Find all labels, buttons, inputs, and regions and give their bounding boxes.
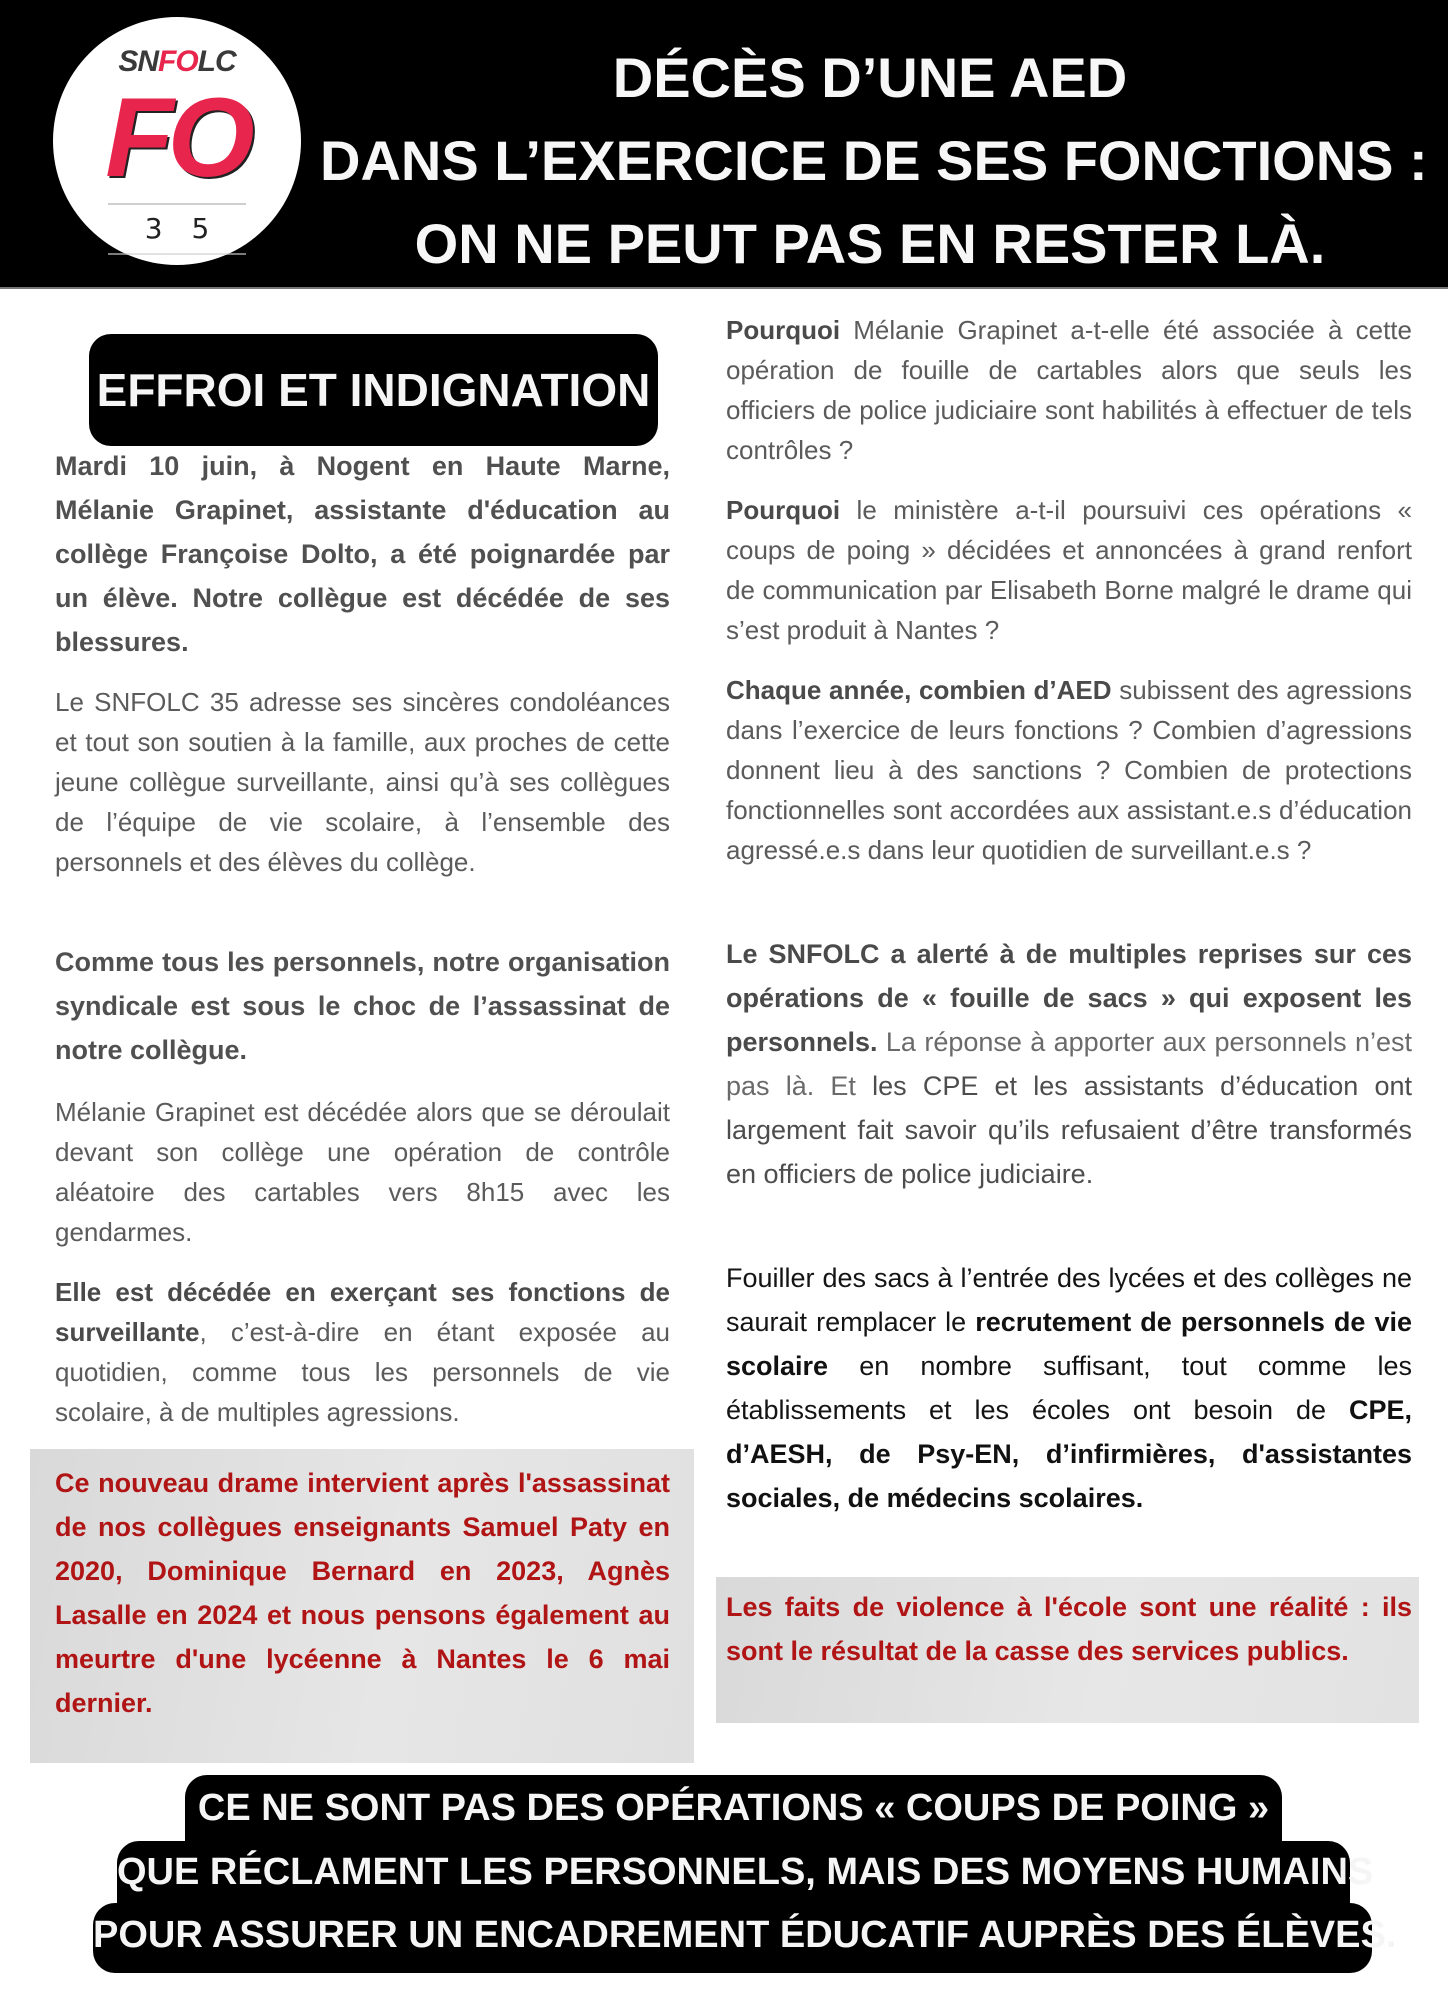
question-2-rest: le ministère a-t-il poursuivi ces opérations « coups de poing » décidées et annoncées à grand renfort de communication par Elisabeth Borne malgré le drame qui s’est produit à Nantes ?	[726, 495, 1412, 645]
section-heading: EFFROI ET INDIGNATION	[89, 334, 658, 446]
question-paragraph-2	[726, 490, 1412, 650]
title-line-3: ON NE PEUT PAS EN RESTER LÀ.	[414, 212, 1326, 275]
logo-section-number: 3 5	[144, 212, 220, 245]
shock-paragraph: Comme tous les personnels, notre organisation syndicale est sous le choc de l’assassinat de notre collègue.	[55, 947, 670, 1065]
highlight-box-left	[30, 1449, 694, 1763]
snfolc-fo-logo	[53, 17, 301, 265]
logo-prefix: SN	[118, 45, 158, 78]
logo-suffix: LC	[197, 45, 236, 78]
duty-paragraph-rest: , c’est-à-dire en étant exposée au quotidien, comme tous les personnels de vie scolaire, à de multiples agressions.	[55, 1317, 670, 1427]
recruitment-text-1: Fouiller des sacs à l’entrée des lycées et des collèges ne saurait remplacer le	[726, 1263, 1412, 1337]
question-1-rest: Mélanie Grapinet a-t-elle été associée à cette opération de fouille de cartables alors que seuls les officiers de police judiciaire sont habilités à effectuer de tels contrôles ?	[726, 315, 1412, 465]
duty-paragraph	[55, 1272, 670, 1432]
lead-paragraph: Mardi 10 juin, à Nogent en Haute Marne, Mélanie Grapinet, assistante d'éducation au collège Françoise Dolto, a été poignardée par un élève. Notre collègue est décédée de ses blessures.	[55, 451, 670, 657]
recruitment-paragraph	[726, 1256, 1412, 1520]
alert-paragraph-light: La réponse à apporter aux personnels n’est pas là. Et	[726, 1027, 1412, 1101]
recruitment-text-bold-2: CPE, d’AESH, de Psy-EN, d’infirmières, d'assistantes sociales, de médecins scolaires.	[726, 1395, 1412, 1513]
logo-fo-small: FO	[158, 45, 198, 78]
question-3-rest: subissent des agressions dans l’exercice de leurs fonctions ? Combien d’agressions donnent lieu à des sanctions ? Combien de protections fonctionnelles sont accordées aux assistant.e.s d’éducation agressé.e.s dans leur quotidien de surveillant.e.s ?	[726, 675, 1412, 865]
title-line-2: DANS L’EXERCICE DE SES FONCTIONS :	[320, 129, 1428, 192]
highlight-box-right	[716, 1577, 1419, 1723]
closing-banner-line-2: QUE RÉCLAMENT LES PERSONNELS, MAIS DES MOYENS HUMAINS	[117, 1841, 1350, 1903]
logo-wordmark	[53, 45, 301, 79]
condolences-paragraph: Le SNFOLC 35 adresse ses sincères condoléances et tout son soutien à la famille, aux proches de cette jeune collègue surveillante, ainsi qu’à ses collègues de l’équipe de vie scolaire, à l’ensemble des personnels et des élèves du collège.	[55, 687, 670, 877]
question-paragraph-1	[726, 310, 1412, 470]
highlight-text-left: Ce nouveau drame intervient après l'assassinat de nos collègues enseignants Samuel Paty en 2020, Dominique Bernard en 2023, Agnès Lasalle en 2024 et nous pensons également au meurtre d'une lycéenne à Nantes le 6 mai dernier.	[55, 1468, 670, 1718]
question-paragraph-3	[726, 670, 1412, 870]
closing-banner-line-3: POUR ASSURER UN ENCADREMENT ÉDUCATIF AUPRÈS DES ÉLÈVES.	[93, 1903, 1372, 1973]
question-1-lead: Pourquoi	[726, 315, 841, 345]
logo-divider	[108, 203, 246, 205]
logo-fo-mark: FO	[105, 75, 249, 200]
alert-paragraph-regular: les CPE et les assistants d’éducation ont largement fait savoir qu’ils refusaient d’être transformés en officiers de police judiciaire.	[726, 1071, 1412, 1189]
question-3-lead: Chaque année, combien d’AED	[726, 675, 1112, 705]
closing-banner-line-1: CE NE SONT PAS DES OPÉRATIONS « COUPS DE POING »	[185, 1775, 1282, 1841]
logo-divider	[108, 253, 246, 255]
recruitment-text-bold-1: recrutement de personnels de vie scolaire	[726, 1307, 1412, 1381]
recruitment-text-2: en nombre suffisant, tout comme les établissements et les écoles ont besoin de	[726, 1351, 1412, 1425]
duty-paragraph-bold: Elle est décédée en exerçant ses fonctions de surveillante	[55, 1277, 670, 1347]
page-header	[0, 0, 1448, 289]
page-title	[320, 36, 1428, 285]
circumstances-paragraph: Mélanie Grapinet est décédée alors que se déroulait devant son collège une opération de contrôle aléatoire des cartables vers 8h15 avec les gendarmes.	[55, 1097, 670, 1247]
highlight-text-right: Les faits de violence à l'école sont une réalité : ils sont le résultat de la casse des services publics.	[726, 1592, 1412, 1666]
title-line-1: DÉCÈS D’UNE AED	[612, 46, 1128, 109]
question-2-lead: Pourquoi	[726, 495, 841, 525]
alert-paragraph-bold: Le SNFOLC a alerté à de multiples reprises sur ces opérations de « fouille de sacs » qui exposent les personnels.	[726, 939, 1412, 1057]
alert-paragraph	[726, 932, 1412, 1196]
